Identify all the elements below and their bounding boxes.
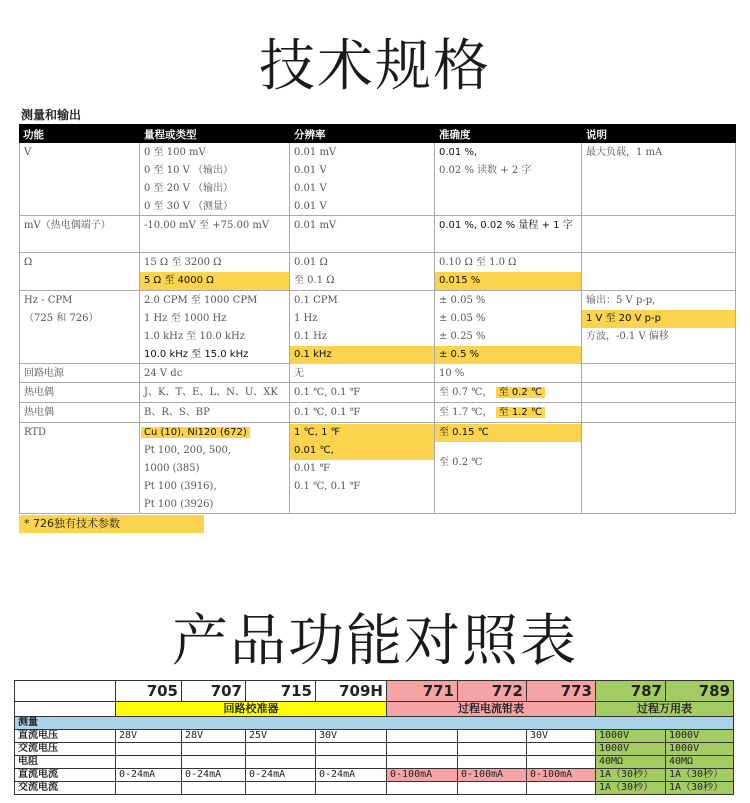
acc-text: ± 0.25 %	[439, 331, 486, 342]
res-text: 0.1 ℃, 0.1 ℉	[294, 387, 361, 398]
func-label: 热电偶	[24, 407, 54, 418]
value-cell	[316, 743, 387, 756]
model-cell: 771	[387, 681, 458, 702]
range-text: Pt 100 (3916),	[144, 481, 217, 492]
value-cell: 1000V	[666, 743, 734, 756]
section-label: 测量和输出	[21, 108, 82, 122]
value-cell: 0-24mA	[182, 769, 246, 782]
note-highlight: 1 V 至 20 V p-p	[582, 310, 735, 328]
spec-row-ohm	[19, 253, 736, 291]
value-cell	[316, 756, 387, 769]
res-text: 0.01 Ω	[294, 257, 328, 268]
corner-cell	[15, 702, 116, 717]
value-cell	[116, 782, 182, 795]
row-label: 直流电压	[15, 730, 116, 743]
value-cell: 28V	[182, 730, 246, 743]
header-cell: 准确度	[439, 129, 471, 141]
acc-text: 0.02 % 读数 + 2 字	[439, 165, 532, 176]
value-cell: 1A（30秒）	[596, 782, 666, 795]
model-cell: 772	[458, 681, 527, 702]
spec-table	[19, 124, 736, 514]
row-label: 直流电流	[15, 769, 116, 782]
res-text: 0.1 ℃, 0.1 ℉	[294, 407, 361, 418]
model-cell: 707	[182, 681, 246, 702]
res-highlight: 0.01 ℃,	[290, 442, 434, 460]
value-cell	[527, 743, 596, 756]
value-cell: 30V	[527, 730, 596, 743]
value-cell: 1000V	[666, 730, 734, 743]
value-cell	[458, 756, 527, 769]
acc-highlight: 至 0.2 ℃	[496, 387, 546, 398]
table-row	[15, 756, 734, 769]
value-cell: 0-100mA	[458, 769, 527, 782]
acc-text: 10 %	[439, 368, 465, 379]
range-text: 0 至 20 V （输出）	[144, 183, 234, 194]
value-cell	[116, 743, 182, 756]
range-text: 0 至 100 mV	[144, 147, 206, 158]
acc-text: 至 0.7 ℃，	[439, 387, 493, 398]
range-text: 10.0 kHz 至 15.0 kHz	[144, 349, 249, 360]
value-cell	[387, 782, 458, 795]
value-cell	[458, 743, 527, 756]
spec-row-hz	[19, 291, 736, 364]
value-cell	[182, 782, 246, 795]
spec-row-v	[19, 143, 736, 216]
value-cell	[246, 743, 316, 756]
page-title-specs: 技术规格	[259, 34, 491, 99]
value-cell: 0-100mA	[527, 769, 596, 782]
range-text: 15 Ω 至 3200 Ω	[144, 257, 222, 268]
group-cell: 过程万用表	[596, 702, 734, 717]
range-text: 2.0 CPM 至 1000 CPM	[144, 295, 258, 306]
category-cell: 测量	[15, 717, 734, 730]
res-text: 无	[294, 368, 304, 379]
group-cell: 回路校准器	[116, 702, 387, 717]
func-label: mV（热电偶端子）	[24, 220, 111, 231]
res-text: 至 0.1 Ω	[294, 275, 335, 286]
value-cell	[116, 756, 182, 769]
range-highlight: 5 Ω 至 4000 Ω	[140, 272, 289, 290]
value-cell: 1A（30秒）	[596, 769, 666, 782]
spec-row-rtd	[19, 423, 736, 514]
acc-text: 至 1.7 ℃，	[439, 407, 493, 418]
res-text: 0.01 mV	[294, 220, 337, 231]
range-text: Pt 100 (3926)	[144, 499, 214, 510]
acc-highlight: 至 0.15 ℃	[435, 424, 581, 442]
value-cell	[387, 730, 458, 743]
acc-text: 0.10 Ω 至 1.0 Ω	[439, 257, 517, 268]
value-cell: 0-100mA	[387, 769, 458, 782]
func-label: Ω	[24, 257, 33, 268]
value-cell: 28V	[116, 730, 182, 743]
res-text: 0.01 V	[294, 165, 327, 176]
value-cell: 25V	[246, 730, 316, 743]
func-label: （725 和 726）	[24, 313, 99, 324]
value-cell: 30V	[316, 730, 387, 743]
model-row	[15, 681, 734, 702]
value-cell	[182, 756, 246, 769]
acc-text: ± 0.05 %	[439, 295, 486, 306]
res-text: 1 Hz	[294, 313, 318, 324]
res-text: 0.1 Hz	[294, 331, 328, 342]
row-label: 交流电流	[15, 782, 116, 795]
func-label: RTD	[24, 427, 47, 438]
range-text: 24 V dc	[144, 368, 183, 379]
value-cell	[246, 756, 316, 769]
res-text: 0.1 CPM	[294, 295, 338, 306]
value-cell: 1000V	[596, 743, 666, 756]
acc-text: 至 0.2 ℃	[439, 457, 483, 468]
header-cell: 说明	[586, 129, 607, 141]
func-label: V	[24, 147, 32, 158]
row-label: 交流电压	[15, 743, 116, 756]
value-cell	[316, 782, 387, 795]
model-cell: 705	[116, 681, 182, 702]
range-text: 0 至 10 V （输出）	[144, 165, 234, 176]
model-cell: 773	[527, 681, 596, 702]
header-cell: 分辨率	[294, 129, 326, 141]
table-row	[15, 730, 734, 743]
range-text: 1.0 kHz 至 10.0 kHz	[144, 331, 245, 342]
note-text: 输出：5 V p-p,	[586, 295, 656, 306]
value-cell	[387, 743, 458, 756]
value-cell: 1000V	[596, 730, 666, 743]
model-cell: 709H	[316, 681, 387, 702]
acc-highlight: 至 1.2 ℃	[496, 407, 546, 418]
value-cell: 0-24mA	[316, 769, 387, 782]
res-highlight: 1 ℃, 1 ℉	[290, 424, 434, 442]
acc-text: ± 0.05 %	[439, 313, 486, 324]
range-text: -10.00 mV 至 +75.00 mV	[144, 220, 270, 231]
func-label: 热电偶	[24, 387, 54, 398]
header-cell: 功能	[23, 129, 44, 141]
table-row	[15, 743, 734, 756]
value-cell	[527, 782, 596, 795]
acc-text: 0.01 %,	[439, 147, 478, 158]
spec-row-tc2	[19, 403, 736, 423]
range-text: Pt 100, 200, 500,	[144, 445, 232, 456]
acc-highlight: ± 0.5 %	[435, 346, 581, 364]
value-cell	[458, 730, 527, 743]
func-label: Hz - CPM	[24, 295, 73, 306]
category-row	[15, 717, 734, 730]
model-cell: 787	[596, 681, 666, 702]
value-cell	[458, 782, 527, 795]
func-label: 回路电源	[24, 368, 64, 379]
value-cell: 40MΩ	[596, 756, 666, 769]
range-text: 1000 (385)	[144, 463, 200, 474]
range-text: 1 Hz 至 1000 Hz	[144, 313, 227, 324]
spec-header-row	[19, 124, 736, 143]
model-cell: 789	[666, 681, 734, 702]
note-text: 方波，-0.1 V 偏移	[586, 331, 669, 342]
group-cell: 过程电流钳表	[387, 702, 596, 717]
spec-row-loop	[19, 364, 736, 383]
value-cell: 1A（30秒）	[666, 782, 734, 795]
value-cell: 0-24mA	[116, 769, 182, 782]
res-text: 0.1 ℃, 0.1 ℉	[294, 481, 361, 492]
row-label: 电阻	[15, 756, 116, 769]
res-text: 0.01 V	[294, 201, 327, 212]
res-highlight: 0.1 kHz	[290, 346, 434, 364]
page-title-compare: 产品功能对照表	[172, 609, 578, 674]
model-cell: 715	[246, 681, 316, 702]
acc-highlight: 0.015 %	[435, 272, 581, 290]
group-row	[15, 702, 734, 717]
res-text: 0.01 V	[294, 183, 327, 194]
value-cell	[182, 743, 246, 756]
range-highlight: Cu (10), Ni120 (672)	[141, 427, 250, 438]
comparison-table	[14, 680, 734, 795]
value-cell	[246, 782, 316, 795]
note-text: 最大负载，1 mA	[586, 147, 663, 158]
footnote: * 726独有技术参数	[19, 515, 204, 533]
value-cell: 40MΩ	[666, 756, 734, 769]
header-cell: 量程或类型	[144, 129, 197, 141]
value-cell: 0-24mA	[246, 769, 316, 782]
range-text: B、R、S、BP	[144, 407, 210, 418]
res-text: 0.01 mV	[294, 147, 337, 158]
acc-text: 0.01 %, 0.02 % 量程 + 1 字	[439, 220, 573, 231]
range-text: 0 至 30 V （测量）	[144, 201, 234, 212]
spec-row-mv	[19, 216, 736, 253]
res-text: 0.01 ℉	[294, 463, 330, 474]
spec-row-tc1	[19, 383, 736, 403]
range-text: J、K、T、E、L、N、U、XK	[144, 387, 278, 398]
table-row	[15, 769, 734, 782]
table-row	[15, 782, 734, 795]
value-cell	[527, 756, 596, 769]
value-cell	[387, 756, 458, 769]
value-cell: 1A（30秒）	[666, 769, 734, 782]
corner-cell	[15, 681, 116, 702]
